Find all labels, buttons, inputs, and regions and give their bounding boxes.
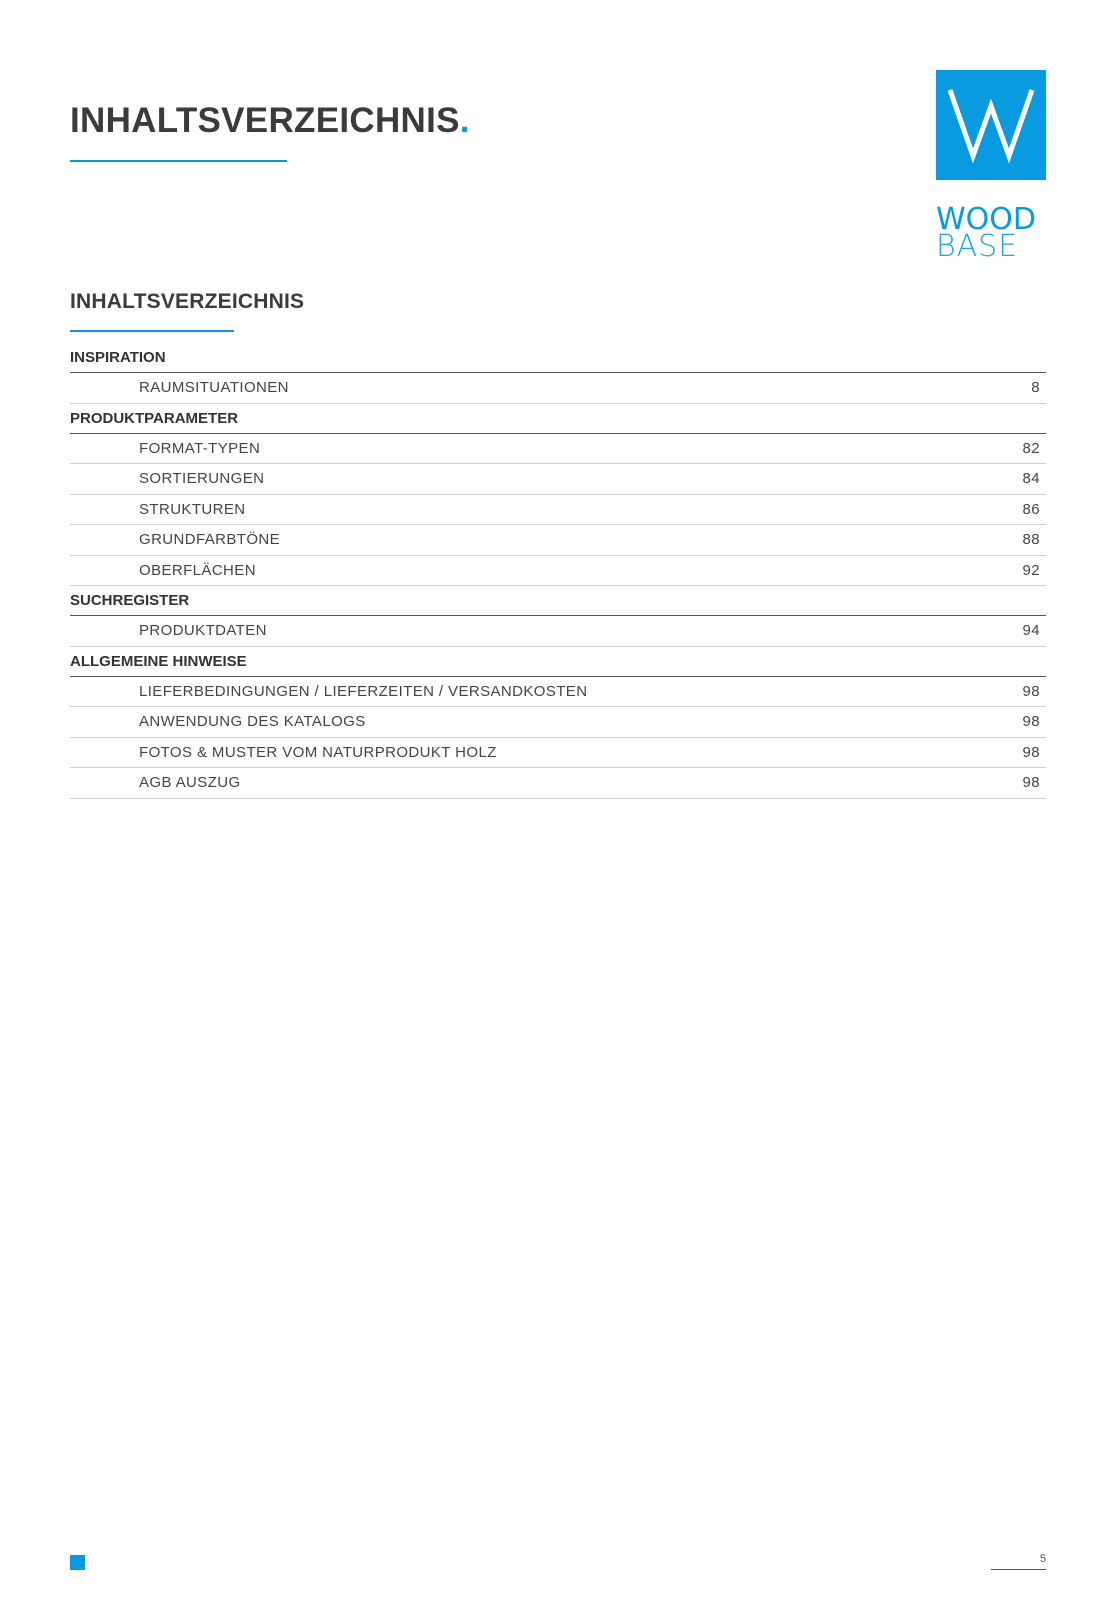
toc-entry-label: GRUNDFARBTÖNE: [139, 531, 281, 549]
logo-wordmark-line1: WOOD: [936, 202, 1036, 237]
toc-entry-page: 86: [1022, 500, 1040, 518]
toc-entry-page: 8: [1031, 379, 1040, 397]
toc-entry[interactable]: [70, 738, 1046, 769]
toc-entry[interactable]: [70, 768, 1046, 799]
toc-entry[interactable]: [70, 525, 1046, 556]
section-underline: [70, 330, 234, 332]
page-number-rule: [991, 1569, 1046, 1570]
toc-entry-page: 98: [1022, 713, 1040, 731]
table-of-contents: [70, 343, 1046, 799]
page-title-dot: .: [459, 101, 470, 140]
logo-wordmark: [936, 202, 1046, 264]
toc-entry-page: 82: [1022, 439, 1040, 457]
toc-group-title: INSPIRATION: [70, 343, 1046, 373]
toc-entry[interactable]: [70, 434, 1046, 465]
toc-entry-page: 98: [1022, 774, 1040, 792]
logo-wordmark-line2: BASE: [936, 229, 1019, 264]
toc-entry-label: PRODUKTDATEN: [139, 622, 267, 640]
toc-entry[interactable]: [70, 616, 1046, 647]
toc-entry[interactable]: [70, 495, 1046, 526]
toc-entry-page: 98: [1022, 682, 1040, 700]
toc-entry-label: FORMAT-TYPEN: [139, 439, 261, 457]
page-number: 5: [1039, 1553, 1046, 1565]
toc-entry-page: 94: [1022, 622, 1040, 640]
toc-entry-label: AGB AUSZUG: [139, 774, 241, 792]
toc-entry[interactable]: [70, 707, 1046, 738]
toc-entry[interactable]: [70, 464, 1046, 495]
toc-entry[interactable]: [70, 677, 1046, 708]
toc-entry-page: 84: [1022, 470, 1040, 488]
toc-entry-label: STRUKTUREN: [139, 500, 246, 518]
toc-group-title: PRODUKTPARAMETER: [70, 404, 1046, 434]
toc-entry-label: RAUMSITUATIONEN: [139, 379, 289, 397]
page-title: [70, 100, 470, 142]
toc-entry-label: OBERFLÄCHEN: [139, 561, 256, 579]
toc-entry-page: 88: [1022, 531, 1040, 549]
title-underline: [70, 160, 287, 162]
toc-entry-label: SORTIERUNGEN: [139, 470, 265, 488]
toc-entry-page: 92: [1022, 561, 1040, 579]
logo-w-mark-icon: [936, 70, 1046, 180]
section-heading: INHALTSVERZEICHNIS: [70, 290, 305, 313]
footer-square-icon: [70, 1555, 85, 1570]
page-title-text: INHALTSVERZEICHNIS: [70, 101, 460, 140]
toc-entry-label: ANWENDUNG DES KATALOGS: [139, 713, 366, 731]
toc-entry[interactable]: [70, 556, 1046, 587]
toc-group-title: ALLGEMEINE HINWEISE: [70, 647, 1046, 677]
woodbase-logo: [936, 70, 1046, 264]
toc-entry[interactable]: [70, 373, 1046, 404]
toc-entry-page: 98: [1022, 743, 1040, 761]
toc-group-title: SUCHREGISTER: [70, 586, 1046, 616]
toc-entry-label: FOTOS & MUSTER VOM NATURPRODUKT HOLZ: [139, 743, 497, 761]
toc-entry-label: LIEFERBEDINGUNGEN / LIEFERZEITEN / VERSANDKOSTEN: [139, 682, 588, 700]
